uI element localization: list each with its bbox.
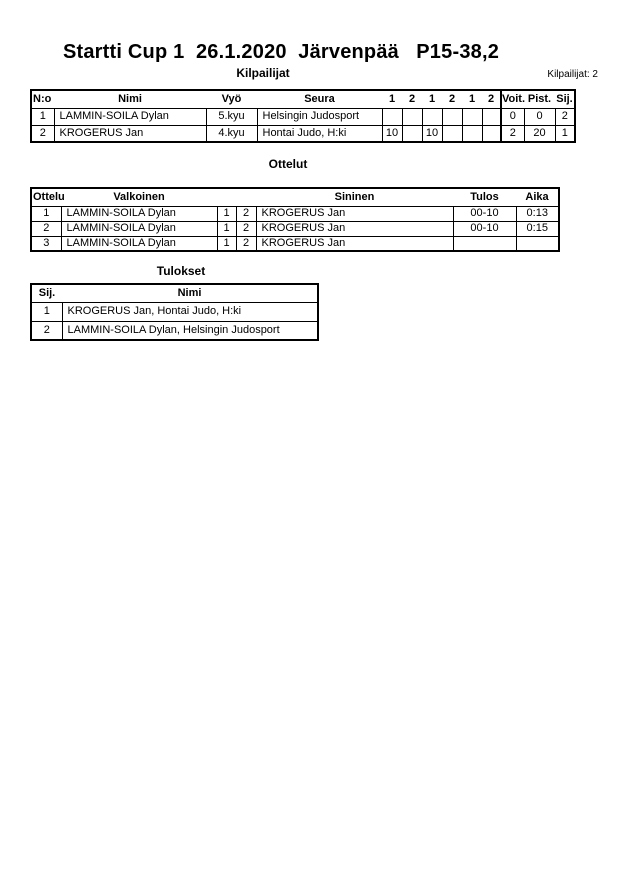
page-title: Startti Cup 1 26.1.2020 Järvenpää P15-38,2 xyxy=(62,41,500,63)
results-section-title: Tulokset xyxy=(156,264,206,278)
score-cell: 10 xyxy=(422,125,442,142)
match-result xyxy=(453,236,516,251)
result-row xyxy=(31,321,318,340)
score-cell xyxy=(462,108,482,125)
competitor-number: 2 xyxy=(31,125,54,142)
blue-competitor: KROGERUS Jan xyxy=(256,206,453,221)
col-header-white: Valkoinen xyxy=(61,188,217,206)
col-header-blue: Sininen xyxy=(256,188,453,206)
score-cell xyxy=(482,108,501,125)
white-competitor: LAMMIN-SOILA Dylan xyxy=(61,236,217,251)
competitors-table xyxy=(30,89,576,143)
competitor-club: Hontai Judo, H:ki xyxy=(257,125,382,142)
white-number: 1 xyxy=(217,206,236,221)
col-header-blue-num xyxy=(236,188,256,206)
result-name: LAMMIN-SOILA Dylan, Helsingin Judosport xyxy=(62,321,318,340)
white-number: 1 xyxy=(217,221,236,236)
match-result: 00-10 xyxy=(453,221,516,236)
competitors-section-title: Kilpailijat xyxy=(236,66,290,80)
score-cell xyxy=(422,108,442,125)
matches-section-title: Ottelut xyxy=(268,157,308,171)
white-number: 1 xyxy=(217,236,236,251)
result-place: 1 xyxy=(31,302,62,321)
result-place: 2 xyxy=(31,321,62,340)
results-header-row xyxy=(31,284,318,302)
white-competitor: LAMMIN-SOILA Dylan xyxy=(61,221,217,236)
match-row xyxy=(31,236,559,251)
competitor-belt: 5.kyu xyxy=(206,108,257,125)
col-header-match: Ottelu xyxy=(31,188,61,206)
competitor-place: 1 xyxy=(555,125,575,142)
match-row xyxy=(31,206,559,221)
col-header-score-4: 2 xyxy=(442,90,462,108)
col-header-white-num xyxy=(217,188,236,206)
blue-competitor: KROGERUS Jan xyxy=(256,221,453,236)
match-time: 0:15 xyxy=(516,221,559,236)
match-time: 0:13 xyxy=(516,206,559,221)
col-header-club: Seura xyxy=(257,90,382,108)
col-header-name: Nimi xyxy=(62,284,318,302)
blue-number: 2 xyxy=(236,236,256,251)
competitor-number: 1 xyxy=(31,108,54,125)
score-cell xyxy=(482,125,501,142)
col-header-place: Sij. xyxy=(555,90,575,108)
col-header-time: Aika xyxy=(516,188,559,206)
col-header-result: Tulos xyxy=(453,188,516,206)
match-time xyxy=(516,236,559,251)
competitors-header-row xyxy=(31,90,575,108)
competitor-name: KROGERUS Jan xyxy=(54,125,206,142)
score-cell xyxy=(402,108,422,125)
col-header-name: Nimi xyxy=(54,90,206,108)
col-header-score-5: 1 xyxy=(462,90,482,108)
col-header-wins: Voit. xyxy=(501,90,524,108)
match-number: 1 xyxy=(31,206,61,221)
matches-table xyxy=(30,187,560,252)
score-cell xyxy=(442,108,462,125)
competitor-count-label: Kilpailijat: 2 xyxy=(547,69,598,80)
col-header-score-2: 2 xyxy=(402,90,422,108)
score-cell xyxy=(442,125,462,142)
match-number: 2 xyxy=(31,221,61,236)
col-header-points: Pist. xyxy=(524,90,555,108)
result-row xyxy=(31,302,318,321)
competitor-belt: 4.kyu xyxy=(206,125,257,142)
competitor-points: 20 xyxy=(524,125,555,142)
score-cell: 10 xyxy=(382,125,402,142)
result-name: KROGERUS Jan, Hontai Judo, H:ki xyxy=(62,302,318,321)
competitor-points: 0 xyxy=(524,108,555,125)
results-table xyxy=(30,283,319,341)
match-number: 3 xyxy=(31,236,61,251)
blue-number: 2 xyxy=(236,221,256,236)
col-header-no: N:o xyxy=(31,90,54,108)
competitor-wins: 0 xyxy=(501,108,524,125)
match-result: 00-10 xyxy=(453,206,516,221)
col-header-place: Sij. xyxy=(31,284,62,302)
competitor-place: 2 xyxy=(555,108,575,125)
score-cell xyxy=(462,125,482,142)
col-header-score-1: 1 xyxy=(382,90,402,108)
col-header-score-6: 2 xyxy=(482,90,501,108)
col-header-score-3: 1 xyxy=(422,90,442,108)
competitor-name: LAMMIN-SOILA Dylan xyxy=(54,108,206,125)
col-header-belt: Vyö xyxy=(206,90,257,108)
competitor-row xyxy=(31,108,575,125)
competitor-wins: 2 xyxy=(501,125,524,142)
matches-header-row xyxy=(31,188,559,206)
blue-competitor: KROGERUS Jan xyxy=(256,236,453,251)
score-cell xyxy=(402,125,422,142)
blue-number: 2 xyxy=(236,206,256,221)
score-cell xyxy=(382,108,402,125)
match-row xyxy=(31,221,559,236)
white-competitor: LAMMIN-SOILA Dylan xyxy=(61,206,217,221)
competitor-row xyxy=(31,125,575,142)
competitor-club: Helsingin Judosport xyxy=(257,108,382,125)
